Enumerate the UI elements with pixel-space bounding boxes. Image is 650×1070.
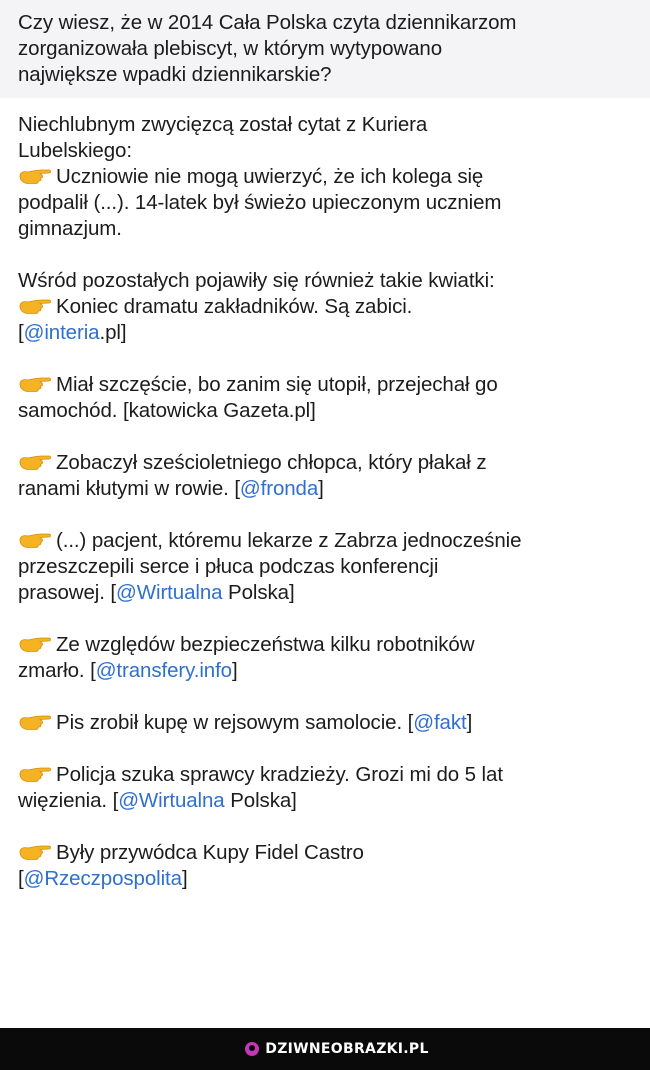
intro-line: zorganizowała plebiscyt, w którym wytypowano: [18, 37, 442, 60]
pointing-hand-icon: [18, 765, 52, 783]
source-mention[interactable]: @fronda: [239, 477, 319, 500]
winner-line: Lubelskiego:: [18, 139, 132, 162]
source-mention[interactable]: @Wirtualna: [118, 789, 225, 812]
pointing-hand-icon: [18, 453, 52, 471]
pointing-hand-icon: [18, 531, 52, 549]
watermark-footer: [0, 1028, 650, 1070]
others-intro: Wśród pozostałych pojawiły się również takie kwiatki:: [18, 269, 495, 292]
list-item: Pis zrobił kupę w rejsowym samolocie. [@fakt]: [18, 710, 632, 736]
winner-quote-line: gimnazjum.: [18, 217, 122, 240]
pointing-hand-icon: [18, 843, 52, 861]
pointing-hand-icon: [18, 375, 52, 393]
list-item: Policja szuka sprawcy kradzieży. Grozi mi do 5 lat więzienia. [@Wirtualna Polska]: [18, 763, 503, 812]
winner-block: [18, 112, 632, 242]
pointing-hand-icon: [18, 167, 52, 185]
pointing-hand-icon: [18, 635, 52, 653]
intro-section: [0, 0, 650, 98]
intro-line: największe wpadki dziennikarskie?: [18, 63, 332, 86]
source-mention[interactable]: @Wirtualna: [116, 581, 223, 604]
pointing-hand-icon: [18, 713, 52, 731]
winner-quote: Uczniowie nie mogą uwierzyć, że ich kolega się: [18, 164, 632, 190]
winner-line: Niechlubnym zwycięzcą został cytat z Kuriera: [18, 113, 428, 136]
source-mention[interactable]: @Rzeczpospolita: [23, 867, 182, 890]
brand-name: DZIWNEOBRAZKI.PL: [265, 1041, 429, 1057]
list-item: Koniec dramatu zakładników. Są zabici. [@interia.pl]: [18, 295, 413, 344]
pointing-hand-icon: [18, 297, 52, 315]
brand-logo[interactable]: [245, 1041, 428, 1057]
list-item: Miał szczęście, bo zanim się utopił, przejechał go samochód. [katowicka Gazeta.pl]: [18, 373, 498, 422]
list-item: Ze względów bezpieczeństwa kilku robotników zmarło. [@transfery.info]: [18, 633, 475, 682]
list-item: Były przywódca Kupy Fidel Castro [@Rzeczpospolita]: [18, 841, 364, 890]
intro-line: Czy wiesz, że w 2014 Cała Polska czyta dziennikarzom: [18, 11, 517, 34]
list-item: (...) pacjent, któremu lekarze z Zabrza jednocześnie przeszczepili serce i płuca podczas konferencji prasowej. [@Wirtualna Polska]: [18, 529, 522, 604]
source-mention[interactable]: @fakt: [413, 711, 467, 734]
list-item: Zobaczył sześcioletniego chłopca, który płakał z ranami kłutymi w rowie. [@fronda]: [18, 451, 487, 500]
post-body: [0, 98, 650, 1028]
source-mention[interactable]: @transfery.info: [95, 659, 232, 682]
winner-quote-line: podpalił (...). 14-latek był świeżo upieczonym uczniem: [18, 191, 502, 214]
source-mention[interactable]: @interia: [23, 321, 100, 344]
brand-icon: [245, 1042, 259, 1056]
